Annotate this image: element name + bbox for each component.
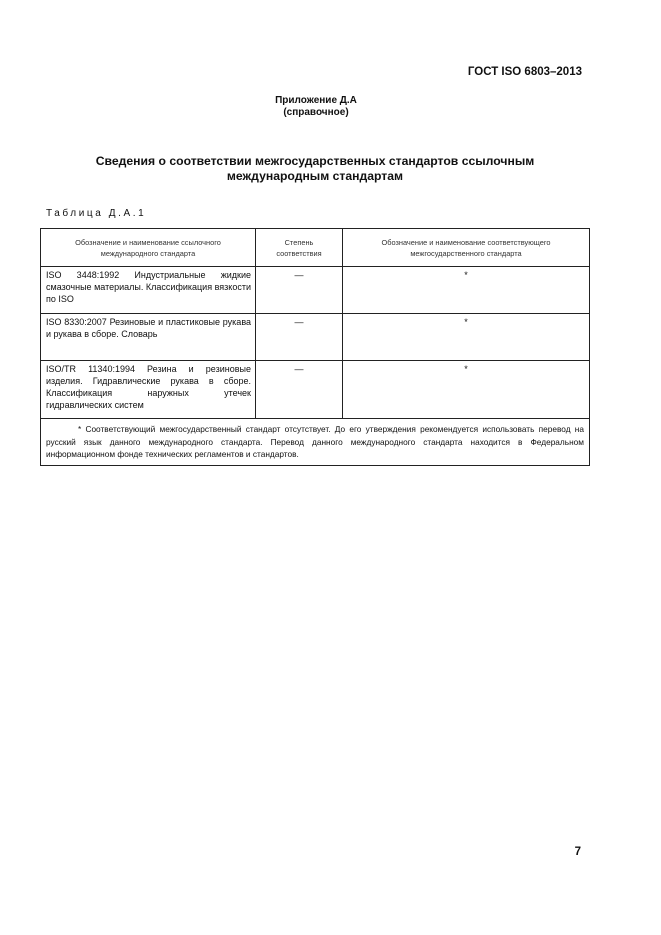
appendix-status: (справочное) xyxy=(283,107,349,118)
table-row xyxy=(41,361,590,419)
correspondence-table xyxy=(40,228,590,466)
appendix-title: Приложение Д.А xyxy=(275,95,357,106)
page-number: 7 xyxy=(574,846,581,858)
table-row xyxy=(41,314,590,361)
reference-cell: ISO 8330:2007 Резиновые и пластиковые рукава и рукава в сборе. Словарь xyxy=(41,314,256,361)
table-caption: Таблица Д.А.1 xyxy=(46,208,147,219)
table-row xyxy=(41,267,590,314)
appendix-heading xyxy=(0,95,632,119)
table-footnote: * Соответствующий межгосударственный стандарт отсутствует. До его утверждения рекомендуется использовать перевод на русский язык данного международного стандарта. Перевод данного международного стандарта находится в Федеральном информационном фонде технических регламентов и стандартов. xyxy=(41,419,590,466)
reference-cell: ISO 3448:1992 Индустриальные жидкие смазочные материалы. Классификация вязкости по ISO xyxy=(41,267,256,314)
page-title xyxy=(40,154,590,184)
header-degree: Степень соответствия xyxy=(256,229,343,267)
reference-cell: ISO/TR 11340:1994 Резина и резиновые изделия. Гидравлические рукава в сборе. Классификация наружных утечек гидравлических систем xyxy=(41,361,256,419)
corresponding-cell: * xyxy=(343,267,590,314)
page-title-line-2: международным стандартам xyxy=(226,169,404,183)
document-code: ГОСТ ISO 6803–2013 xyxy=(467,66,582,78)
degree-cell: — xyxy=(256,267,343,314)
header-corresponding-standard: Обозначение и наименование соответствующего межгосударственного стандарта xyxy=(343,229,590,267)
page-title-line-1: Сведения о соответствии межгосударственных стандартов ссылочным xyxy=(95,154,535,168)
degree-cell: — xyxy=(256,314,343,361)
degree-cell: — xyxy=(256,361,343,419)
header-reference-standard: Обозначение и наименование ссылочного международного стандарта xyxy=(41,229,256,267)
corresponding-cell: * xyxy=(343,314,590,361)
corresponding-cell: * xyxy=(343,361,590,419)
table-footnote-row xyxy=(41,419,590,466)
table-header-row xyxy=(41,229,590,267)
